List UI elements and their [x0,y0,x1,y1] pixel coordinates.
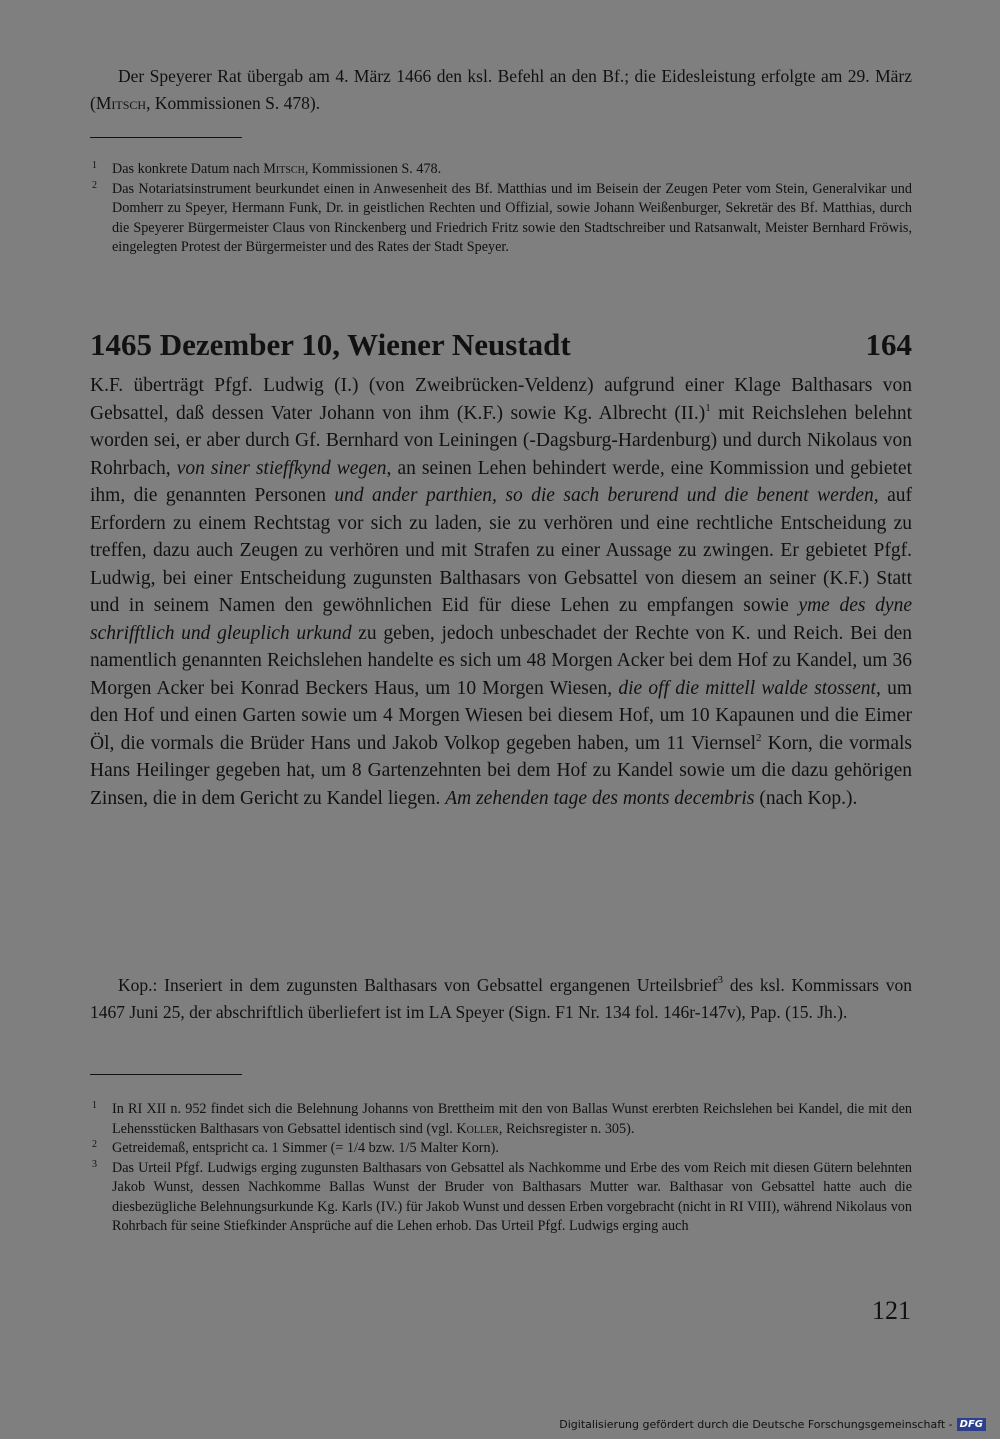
funding-footer [559,1418,986,1431]
footnote: 1 Das konkrete Datum nach Mitsch, Kommissionen S. 478. [92,160,442,177]
footnotes-bottom [90,1100,912,1237]
footnote-divider [90,137,242,138]
heading-date-place: 1465 Dezember 10, Wiener Neustadt [90,327,571,362]
footnote: 1 In RI XII n. 952 findet sich die Belehnung Johanns von Brettheim mit den von Ballas Wunst ererbten Reichslehen bei Kandel, die mit den Lehensstücken Balthasars von Gebsattel identisch sind (vgl. Koller, Reichsregister n. 305). [92,1100,912,1137]
funding-text: Digitalisierung gefördert durch die Deutsche Forschungsgemeinschaft - [559,1418,953,1431]
copy-note: Kop.: Inseriert in dem zugunsten Balthasars von Gebsattel ergangenen Urteilsbrief$^3$ des ksl. Kommissars von 1467 Juni 25, der abschriftlich überliefert ist im LA Speyer (Sign. F1 Nr. 134 fol. 146r-147v), Pap. (15. Jh.). [90,974,913,1022]
footnote: 3 Das Urteil Pfgf. Ludwigs erging zugunsten Balthasars von Gebsattel als Nachkomme und Erbe des vom Reich mit diesen Gütern belehnten Jakob Wunst, dessen Nachkomme Ballas Wunst der Bruder von Balthasars Mutter war. Balthasar von Gebsattel hatte auch die diesbezügliche Belehnungsurkunde Kg. Karls (IV.) für Jakob Wunst und dessen Erben vorgebracht (nicht in RI VIII), während Nikolaus von Rohrbach für seine Stiefkinder Ansprüche auf die Lehen erhob. Das Urteil Pfgf. Ludwigs erging auch [92,1158,912,1234]
footnote-divider [90,1074,242,1075]
footnotes-top [90,160,912,258]
top-paragraph: Der Speyerer Rat übergab am 4. März 1466 den ksl. Befehl an den Bf.; die Eidesleistung erfolgte am 29. März (Mitsch, Kommissionen S. 478). [90,66,912,113]
regest-text: K.F. überträgt Pfgf. Ludwig (I.) (von Zweibrücken-Veldenz) aufgrund einer Klage Balthasars von Gebsattel, daß dessen Vater Johann von ihm (K.F.) sowie Kg. Albrecht $(II.)^1$ mit Reichslehen belehnt worden sei, er aber durch Gf. Bernhard von Leiningen (-Dagsburg-Hardenburg) und durch Nikolaus von Rohrbach, von siner stieffkynd wegen, an seinen Lehen behindert werde, eine Kommission und gebietet ihm, die genannten Personen und ander parthien, so die sach berurend und die benent werden, auf Erfordern zu einem Rechtstag vor sich zu laden, sie zu verhören und eine rechtliche Entscheidung zu treffen, dazu auch Zeugen zu verhören und mit Strafen zu einer Aussage zu zwingen. Er gebietet Pfgf. Ludwig, bei einer Entscheidung zugunsten Balthasars von Gebsattel von diesem an seiner (K.F.) Statt und in seinem Namen den gewöhnlichen Eid für diese Lehen zu empfangen sowie yme des dyne schrifftlich und gleuplich urkund zu geben, jedoch unbeschadet der Rechte von K. und Reich. Bei den namentlich genannten Reichslehen handelte es sich um 48 Morgen Acker bei dem Hof zu Kandel, um 36 Morgen Acker bei Konrad Beckers Haus, um 10 Morgen Wiesen, die off die mittell walde stossent, um den Hof und einen Garten sowie um 4 Morgen Wiesen bei diesem Hof, um 10 Kapaunen und die Eimer Öl, die vormals die Brüder Hans und Jakob Volkop gegeben haben, um 11 Viernsel$^2$ Korn, die vormals Hans Heilinger gegeben hat, um 8 Gartenzehnten bei dem Hof zu Kandel sowie um die dazu gehörigen Zinsen, die in dem Gericht zu Kandel liegen. Am zehenden tage des monts decembris (nach Kop.). [90,375,912,809]
regest-heading [90,328,912,362]
page-number: 121 [872,1296,911,1325]
regest-number: 164 [865,327,912,362]
footnote: 2 Getreidemaß, entspricht ca. 1 Simmer (= 1/4 bzw. 1/5 Malter Korn). [92,1139,499,1156]
dfg-logo: DFG [957,1418,986,1431]
footnote: 2 Das Notariatsinstrument beurkundet einen in Anwesenheit des Bf. Matthias und im Beisein der Zeugen Peter vom Stein, Generalvikar und Domherr zu Speyer, Hermann Funk, Dr. in geistlichen Rechten und Offizial, sowie Johann Weißenburger, Sekretär des Bf. Matthias, durch die Speyerer Bürgermeister Claus von Rinckenberg und Friedrich Fritz sowie den Stadtschreiber und Ratsanwalt, Meister Bernhard Fröwis, eingelegten Protest der Bürgermeister und des Rates der Stadt Speyer. [92,179,912,255]
